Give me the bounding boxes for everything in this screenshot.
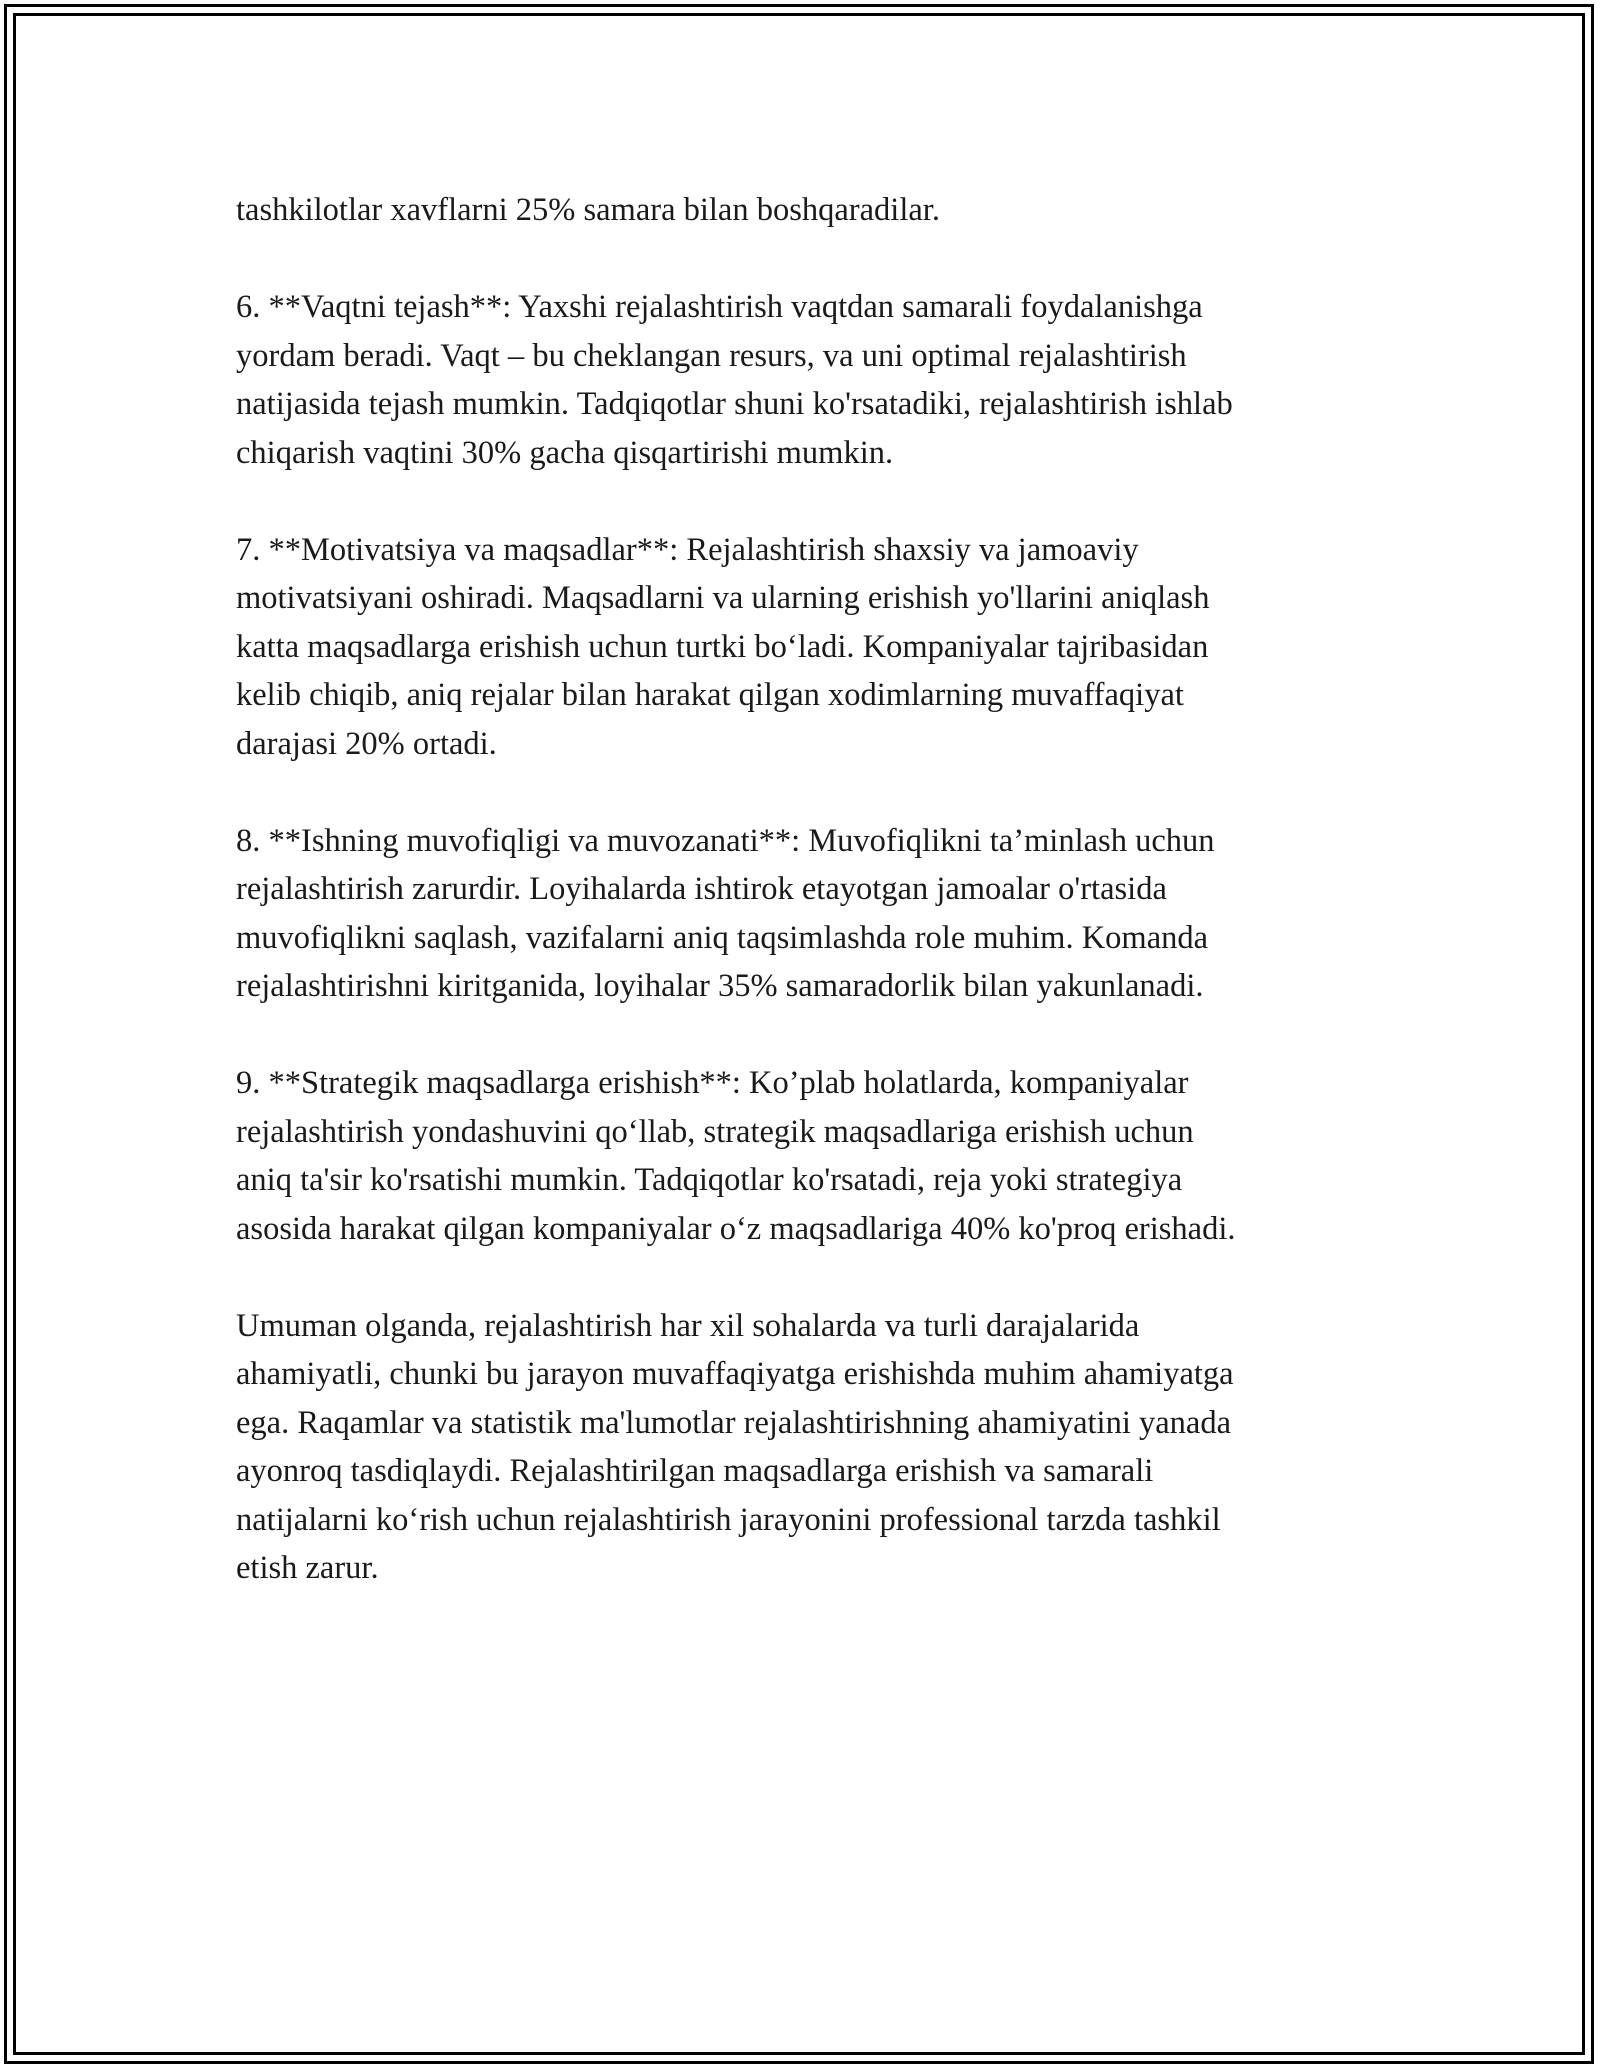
text-line: rejalashtirishni kiritganida, loyihalar 35% samaradorlik bilan yakunlanadi. (236, 968, 1204, 1004)
paragraph-item-6-vaqtni-tejash (236, 283, 1376, 477)
text-line: ahamiyatli, chunki bu jarayon muvaffaqiyatga erishishda muhim ahamiyatga (236, 1356, 1234, 1392)
text-line: 8. **Ishning muvofiqligi va muvozanati**: Muvofiqlikni ta’minlash uchun (236, 822, 1215, 859)
text-line: asosida harakat qilgan kompaniyalar o‘z maqsadlariga 40% ko'proq erishadi. (236, 1210, 1236, 1247)
text-line: tashkilotlar xavflarni 25% samara bilan boshqaradilar. (236, 192, 940, 228)
text-line: aniq ta'sir ko'rsatishi mumkin. Tadqiqotlar ko'rsatadi, reja yoki strategiya (236, 1162, 1183, 1198)
paragraph-continuation (236, 186, 1376, 235)
text-line: motivatsiyani oshiradi. Maqsadlarni va ularning erishish yo'llarini aniqlash (236, 580, 1210, 616)
text-line: 9. **Strategik maqsadlarga erishish**: Ko’plab holatlarda, kompaniyalar (236, 1065, 1189, 1101)
text-line: 6. **Vaqtni tejash**: Yaxshi rejalashtirish vaqtdan samarali foydalanishga (236, 289, 1203, 325)
text-line: yordam beradi. Vaqt – bu cheklangan resurs, va uni optimal rejalashtirish (236, 337, 1187, 374)
paragraph-item-7-motivatsiya (236, 526, 1376, 769)
text-line: chiqarish vaqtini 30% gacha qisqartirishi mumkin. (236, 434, 894, 471)
text-line: etish zarur. (236, 1550, 379, 1586)
text-line: rejalashtirish yondashuvini qo‘llab, strategik maqsadlariga erishish uchun (236, 1113, 1194, 1150)
text-line: darajasi 20% ortadi. (236, 725, 497, 762)
paragraph-item-8-muvofiqlik (236, 817, 1376, 1011)
text-line: natijasida tejash mumkin. Tadqiqotlar shuni ko'rsatadiki, rejalashtirish ishlab (236, 386, 1233, 422)
text-line: ega. Raqamlar va statistik ma'lumotlar rejalashtirishning ahamiyatini yanada (236, 1404, 1231, 1441)
text-line: Umuman olganda, rejalashtirish har xil sohalarda va turli darajalarida (236, 1307, 1140, 1344)
paragraph-conclusion (236, 1302, 1376, 1593)
paragraph-item-9-strategik (236, 1059, 1376, 1253)
text-line: muvofiqlikni saqlash, vazifalarni aniq taqsimlashda role muhim. Komanda (236, 919, 1209, 956)
text-line: katta maqsadlarga erishish uchun turtki bo‘ladi. Kompaniyalar tajribasidan (236, 628, 1209, 665)
text-line: kelib chiqib, aniq rejalar bilan harakat qilgan xodimlarning muvaffaqiyat (236, 677, 1184, 713)
text-line: natijalarni ko‘rish uchun rejalashtirish jarayonini professional tarzda tashkil (236, 1501, 1221, 1538)
text-line: 7. **Motivatsiya va maqsadlar**: Rejalashtirish shaxsiy va jamoaviy (236, 531, 1139, 568)
document-body (236, 186, 1376, 1641)
text-line: rejalashtirish zarurdir. Loyihalarda ishtirok etayotgan jamoalar o'rtasida (236, 871, 1167, 907)
text-line: ayonroq tasdiqlaydi. Rejalashtirilgan maqsadlarga erishish va samarali (236, 1453, 1154, 1489)
